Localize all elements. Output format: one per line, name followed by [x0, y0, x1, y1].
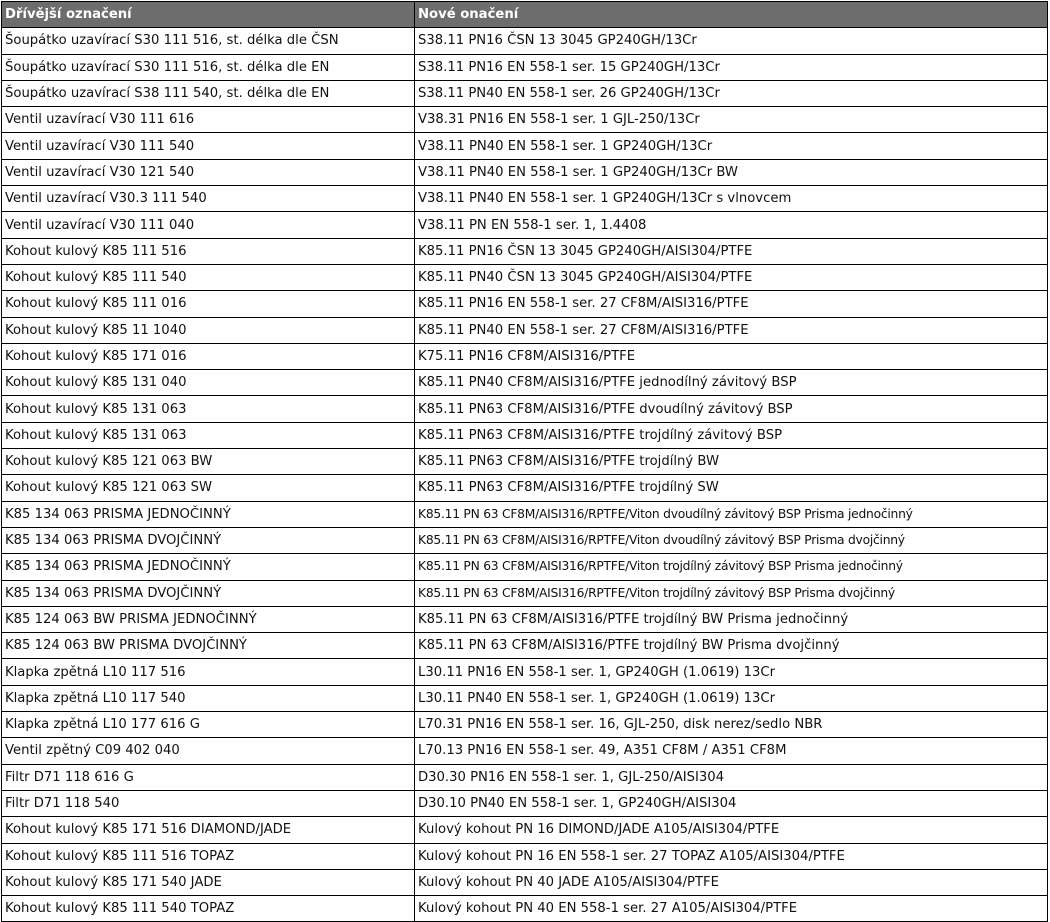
table-row [2, 28, 1048, 54]
table-row [2, 554, 1048, 580]
table-row [2, 212, 1048, 238]
table-row [2, 817, 1048, 843]
old-designation-cell: Ventil uzavírací V30 121 540 [2, 159, 415, 185]
table-row [2, 501, 1048, 527]
new-designation-cell: K85.11 PN 63 CF8M/AISI316/RPTFE/Viton dvoudílný závitový BSP Prisma jednočinný [415, 501, 1048, 527]
new-designation-cell: V38.11 PN40 EN 558-1 ser. 1 GP240GH/13Cr BW [415, 159, 1048, 185]
new-designation-cell: K85.11 PN 63 CF8M/AISI316/PTFE trojdílný BW Prisma jednočinný [415, 606, 1048, 632]
new-designation-cell: Kulový kohout PN 40 JADE A105/AISI304/PTFE [415, 869, 1048, 895]
old-designation-cell: Kohout kulový K85 111 516 TOPAZ [2, 843, 415, 869]
table-row [2, 790, 1048, 816]
new-designation-cell: K85.11 PN 63 CF8M/AISI316/RPTFE/Viton trojdílný závitový BSP Prisma jednočinný [415, 554, 1048, 580]
table-row [2, 633, 1048, 659]
designation-table [1, 1, 1048, 922]
old-designation-cell: Kohout kulový K85 121 063 BW [2, 449, 415, 475]
new-designation-cell: L30.11 PN40 EN 558-1 ser. 1, GP240GH (1.0619) 13Cr [415, 685, 1048, 711]
new-designation-cell: K85.11 PN 63 CF8M/AISI316/RPTFE/Viton dvoudílný závitový BSP Prisma dvojčinný [415, 527, 1048, 553]
new-designation-cell: V38.11 PN40 EN 558-1 ser. 1 GP240GH/13Cr s vlnovcem [415, 186, 1048, 212]
table-row [2, 764, 1048, 790]
new-designation-cell: K85.11 PN40 CF8M/AISI316/PTFE jednodílný závitový BSP [415, 370, 1048, 396]
new-designation-cell: D30.30 PN16 EN 558-1 ser. 1, GJL-250/AISI304 [415, 764, 1048, 790]
table-row [2, 422, 1048, 448]
table-row [2, 159, 1048, 185]
new-designation-cell: K85.11 PN 63 CF8M/AISI316/RPTFE/Viton trojdílný závitový BSP Prisma dvojčinný [415, 580, 1048, 606]
old-designation-cell: Filtr D71 118 540 [2, 790, 415, 816]
old-designation-cell: Ventil uzavírací V30.3 111 540 [2, 186, 415, 212]
table-row [2, 107, 1048, 133]
table-row [2, 370, 1048, 396]
new-designation-cell: L30.11 PN16 EN 558-1 ser. 1, GP240GH (1.0619) 13Cr [415, 659, 1048, 685]
old-designation-cell: Kohout kulový K85 111 516 [2, 238, 415, 264]
new-designation-cell: Kulový kohout PN 16 DIMOND/JADE A105/AISI304/PTFE [415, 817, 1048, 843]
old-designation-cell: Klapka zpětná L10 117 516 [2, 659, 415, 685]
old-designation-cell: Kohout kulový K85 131 063 [2, 422, 415, 448]
table-body [2, 28, 1048, 922]
old-designation-cell: Kohout kulový K85 171 016 [2, 343, 415, 369]
old-designation-cell: Šoupátko uzavírací S30 111 516, st. délka dle ČSN [2, 28, 415, 54]
table-row [2, 712, 1048, 738]
old-designation-cell: Kohout kulový K85 131 063 [2, 396, 415, 422]
new-designation-cell: K85.11 PN63 CF8M/AISI316/PTFE trojdílný BW [415, 449, 1048, 475]
table-row [2, 343, 1048, 369]
table-row [2, 580, 1048, 606]
new-designation-cell: S38.11 PN16 ČSN 13 3045 GP240GH/13Cr [415, 28, 1048, 54]
table-row [2, 869, 1048, 895]
header-new-designation: Nové onačení [415, 2, 1048, 28]
new-designation-cell: K85.11 PN63 CF8M/AISI316/PTFE dvoudílný závitový BSP [415, 396, 1048, 422]
table-row [2, 264, 1048, 290]
old-designation-cell: K85 134 063 PRISMA JEDNOČINNÝ [2, 501, 415, 527]
new-designation-cell: L70.13 PN16 EN 558-1 ser. 49, A351 CF8M / A351 CF8M [415, 738, 1048, 764]
old-designation-cell: Kohout kulový K85 171 516 DIAMOND/JADE [2, 817, 415, 843]
table-row [2, 449, 1048, 475]
old-designation-cell: Ventil zpětný C09 402 040 [2, 738, 415, 764]
new-designation-cell: K75.11 PN16 CF8M/AISI316/PTFE [415, 343, 1048, 369]
new-designation-cell: K85.11 PN40 EN 558-1 ser. 27 CF8M/AISI316/PTFE [415, 317, 1048, 343]
new-designation-cell: K85.11 PN 63 CF8M/AISI316/PTFE trojdílný BW Prisma dvojčinný [415, 633, 1048, 659]
old-designation-cell: K85 134 063 PRISMA DVOJČINNÝ [2, 580, 415, 606]
new-designation-cell: S38.11 PN16 EN 558-1 ser. 15 GP240GH/13Cr [415, 54, 1048, 80]
table-row [2, 659, 1048, 685]
old-designation-cell: K85 124 063 BW PRISMA JEDNOČINNÝ [2, 606, 415, 632]
old-designation-cell: Filtr D71 118 616 G [2, 764, 415, 790]
old-designation-cell: Kohout kulový K85 131 040 [2, 370, 415, 396]
new-designation-cell: Kulový kohout PN 40 EN 558-1 ser. 27 A105/AISI304/PTFE [415, 896, 1048, 922]
table-row [2, 238, 1048, 264]
new-designation-cell: D30.10 PN40 EN 558-1 ser. 1, GP240GH/AISI304 [415, 790, 1048, 816]
old-designation-cell: Klapka zpětná L10 117 540 [2, 685, 415, 711]
table-row [2, 186, 1048, 212]
new-designation-cell: S38.11 PN40 EN 558-1 ser. 26 GP240GH/13Cr [415, 80, 1048, 106]
table-row [2, 896, 1048, 922]
table-row [2, 80, 1048, 106]
new-designation-cell: K85.11 PN63 CF8M/AISI316/PTFE trojdílný závitový BSP [415, 422, 1048, 448]
table-row [2, 685, 1048, 711]
old-designation-cell: Šoupátko uzavírací S38 111 540, st. délka dle EN [2, 80, 415, 106]
old-designation-cell: Kohout kulový K85 111 540 [2, 264, 415, 290]
old-designation-cell: Klapka zpětná L10 177 616 G [2, 712, 415, 738]
header-row [2, 2, 1048, 28]
table-row [2, 843, 1048, 869]
new-designation-cell: K85.11 PN40 ČSN 13 3045 GP240GH/AISI304/PTFE [415, 264, 1048, 290]
new-designation-cell: V38.11 PN EN 558-1 ser. 1, 1.4408 [415, 212, 1048, 238]
table-header [2, 2, 1048, 28]
table-row [2, 133, 1048, 159]
new-designation-cell: K85.11 PN16 EN 558-1 ser. 27 CF8M/AISI316/PTFE [415, 291, 1048, 317]
old-designation-cell: K85 134 063 PRISMA JEDNOČINNÝ [2, 554, 415, 580]
old-designation-cell: K85 134 063 PRISMA DVOJČINNÝ [2, 527, 415, 553]
old-designation-cell: Ventil uzavírací V30 111 040 [2, 212, 415, 238]
new-designation-cell: V38.31 PN16 EN 558-1 ser. 1 GJL-250/13Cr [415, 107, 1048, 133]
old-designation-cell: Kohout kulový K85 111 540 TOPAZ [2, 896, 415, 922]
old-designation-cell: Kohout kulový K85 121 063 SW [2, 475, 415, 501]
new-designation-cell: K85.11 PN16 ČSN 13 3045 GP240GH/AISI304/PTFE [415, 238, 1048, 264]
old-designation-cell: Šoupátko uzavírací S30 111 516, st. délka dle EN [2, 54, 415, 80]
table-row [2, 475, 1048, 501]
new-designation-cell: L70.31 PN16 EN 558-1 ser. 16, GJL-250, disk nerez/sedlo NBR [415, 712, 1048, 738]
new-designation-cell: K85.11 PN63 CF8M/AISI316/PTFE trojdílný SW [415, 475, 1048, 501]
new-designation-cell: V38.11 PN40 EN 558-1 ser. 1 GP240GH/13Cr [415, 133, 1048, 159]
table-row [2, 606, 1048, 632]
old-designation-cell: Ventil uzavírací V30 111 616 [2, 107, 415, 133]
new-designation-cell: Kulový kohout PN 16 EN 558-1 ser. 27 TOPAZ A105/AISI304/PTFE [415, 843, 1048, 869]
table-row [2, 738, 1048, 764]
table-row [2, 527, 1048, 553]
header-old-designation: Dřívější označení [2, 2, 415, 28]
old-designation-cell: K85 124 063 BW PRISMA DVOJČINNÝ [2, 633, 415, 659]
table-row [2, 317, 1048, 343]
table-row [2, 396, 1048, 422]
old-designation-cell: Ventil uzavírací V30 111 540 [2, 133, 415, 159]
table-row [2, 54, 1048, 80]
old-designation-cell: Kohout kulový K85 171 540 JADE [2, 869, 415, 895]
old-designation-cell: Kohout kulový K85 11 1040 [2, 317, 415, 343]
table-row [2, 291, 1048, 317]
old-designation-cell: Kohout kulový K85 111 016 [2, 291, 415, 317]
